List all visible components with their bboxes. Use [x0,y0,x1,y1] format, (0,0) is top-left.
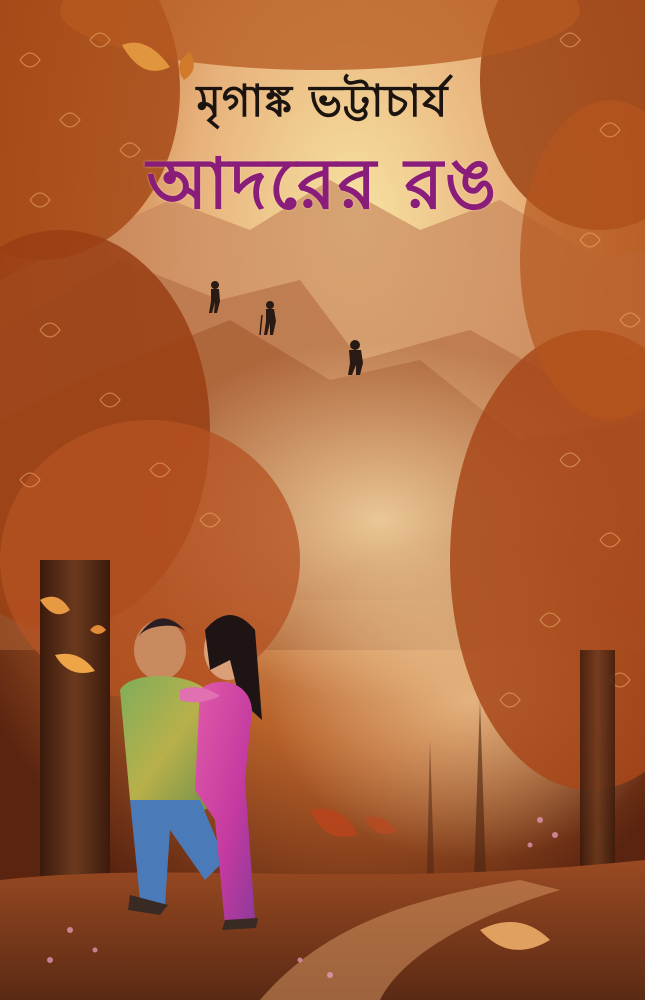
book-title: আদরের রঙ [146,142,499,225]
author-name: মৃগাঙ্ক ভট্টাচার্য [196,76,449,127]
